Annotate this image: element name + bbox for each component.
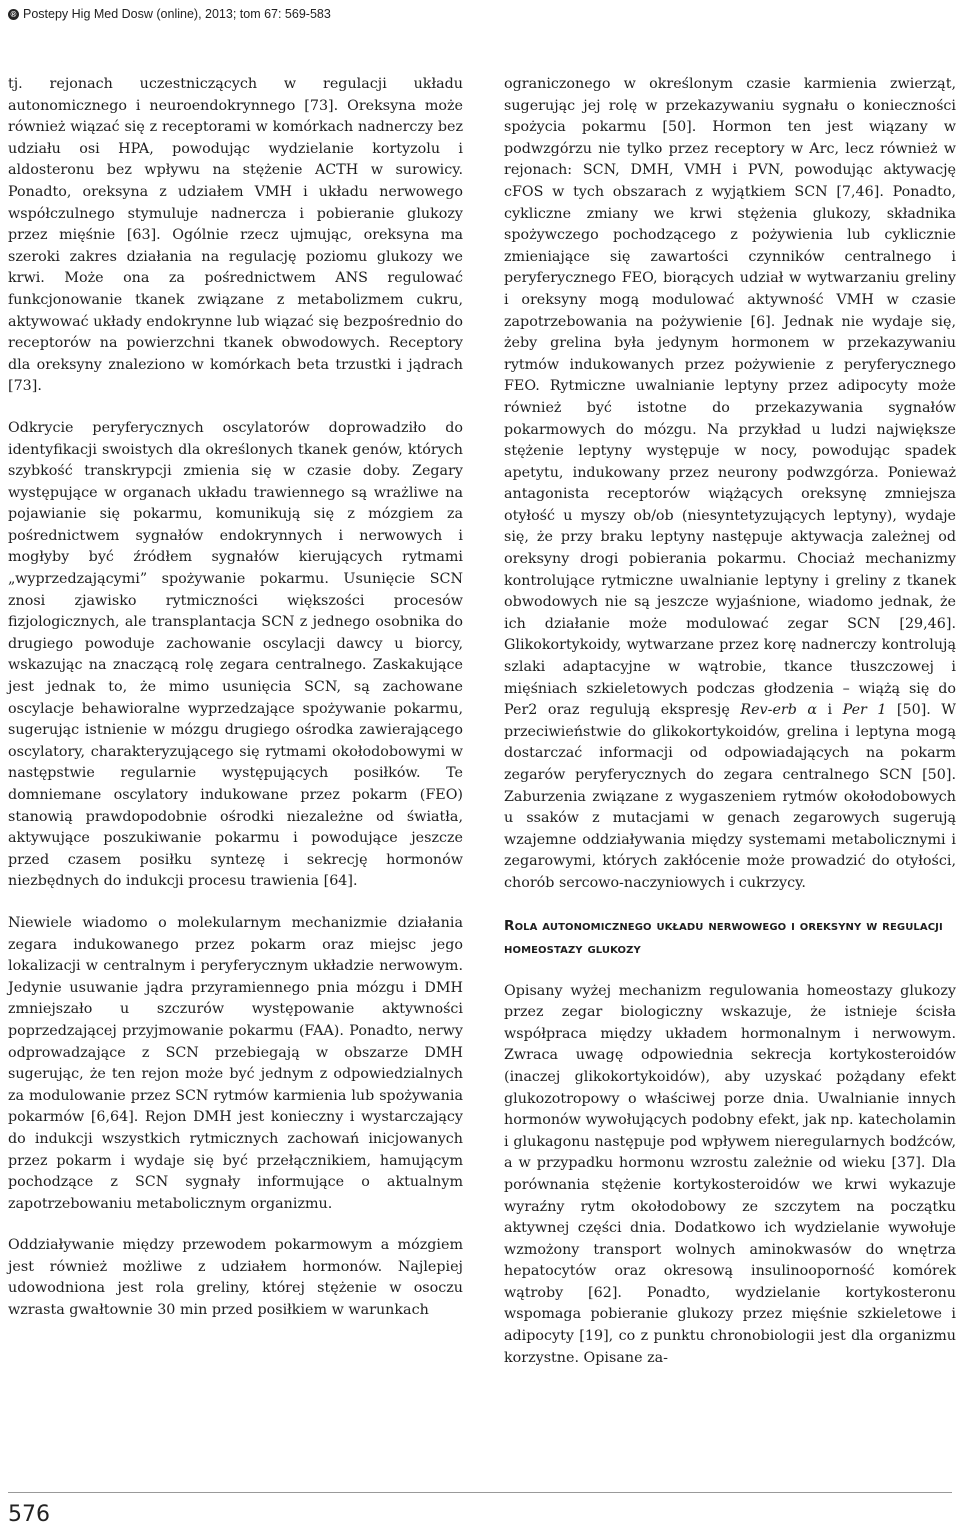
gene-name: Rev-erb α — [740, 702, 818, 719]
paragraph: Niewiele wiadomo o molekularnym mechanizmie działania zegara indukowanego przez pokarm oraz miejsc jego lokalizacji w centralnym i peryferycznym układzie nerwowym. Jedynie usuwanie jądra przyramiennego pnia mózgu i DMH zmniejszało u szczurów występowanie aktywności poprzedzającej przyjmowanie pokarmu (FAA). Ponadto, nerwy odprowadzające z SCN przebiegają w obszarze DMH sugerując, że ten rejon może być jednym z odpowiedzialnych za modulowanie przez SCN rytmów karmienia lub spożywania pokarmów [6,64]. Rejon DMH jest konieczny i wystarczający do indukcji wszystkich rytmicznych zachowań inicjowanych przez pokarm i wydaje się być przełącznikiem, hamującym pochodzące z SCN sygnały informujące o aktualnym zapotrzebowaniu metabolicznym organizmu. — [8, 914, 463, 1212]
left-column — [8, 74, 463, 1322]
registered-icon: ® — [8, 9, 19, 20]
paragraph: Odkrycie peryferycznych oscylatorów doprowadziło do identyfikacji swoistych dla określonych tkanek genów, których szybkość transkrypcji zmienia się w czasie doby. Zegary występujące w organach układu trawiennego są wrażliwe na pojawianie się pokarmu, komunikują się z mózgiem za pośrednictwem sygnałów endokrynnych i nerwowych i mogłyby być źródłem sygnałów kierujących rytmami „wyprzedzającymi” spożywanie pokarmu. Usunięcie SCN znosi zjawisko rytmiczności większości procesów fizjologicznych, ale transplantacja SCN z jednego osobnika do drugiego powoduje zachowanie oscylacji dawcy u biorcy, wskazując na znaczącą rolę zegara centralnego. Zaskakujące jest jednak to, że mimo usunięcia SCN, są zachowane oscylacje behawioralne wyprzedzające spożywanie pokarmu, sugerując istnienie w mózgu drugiego ośrodka zawierającego oscylatory, charakteryzującego się rytmami okołodobowymi w następstwie regularnie występujących posiłków. Te domniemane oscylatory indukowane przez pokarm (FEO) stanowią prawdopodobnie ośrodki niezależne od światła, aktywujące poszukiwanie pokarmu i powodujące jeszcze przed czasem posiłku syntezę i sekrecję hormonów niezbędnych do indukcji procesu trawienia [64]. — [8, 419, 463, 890]
paragraph: Opisany wyżej mechanizm regulowania homeostazy glukozy przez zegar biologiczny wskazuje, że istnieje ścisła współpraca między układem hormonalnym i nerwowym. Zwraca uwagę odpowiednia sekrecja kortykosteroidów (inaczej glikokortykoidów), aby uzyskać pożądany efekt glukozotropowy o właściwej porze dnia. Uwalnianie innych hormonów wywołujących podobny efekt, jak np. katecholamin i glukagonu następuje pod wpływem nieregularnych bodźców, a w przypadku hormonu wzrostu zależnie od wieku [37]. Dla porównania stężenie kortykosteroidów we krwi wykazuje wyraźny rytm okołodobowy ze szczytem na początku aktywnej części dnia. Dodatkowo ich wydzielanie wywołuje wzmożony transport wolnych aminokwasów do wnętrza hepatocytów oraz okresową insulinooporność komórek wątroby [62]. Ponadto, wydzielanie kortykosteronu wspomaga pobieranie glukozy przez mięśnie szkieletowe i adipocyty [19], co z punktu chronobiologii jest dla organizmu korzystne. Opisane za- — [504, 982, 956, 1366]
paragraph: tj. rejonach uczestniczących w regulacji układu autonomicznego i neuroendokrynnego [73]. Oreksyna może również wiązać się z receptorami w komórkach nadnerczy bez udziału osi HPA, powodując wydzielanie kortyzolu i aldosteronu bez wpływu na stężenie ACTH w surowicy. Ponadto, oreksyna z udziałem VMH i układu nerwowego współczulnego stymuluje nadnercza i pobieranie glukozy przez mięśnie [63]. Ogólnie rzecz ujmując, oreksyna ma szeroki zakres działania na regulację poziomu glukozy we krwi. Może ona za pośrednictwem ANS regulować funkcjonowanie tkanek związane z metabolizmem cukru, aktywować układy endokrynne lub wiązać się bezpośrednio do receptorów na powierzchni tkanek obwodowych. Receptory dla oreksyny znaleziono w komórkach beta trzustki i jądrach [73]. — [8, 76, 463, 395]
right-column — [504, 74, 956, 1369]
journal-citation: Postepy Hig Med Dosw (online), 2013; tom 67: 569-583 — [23, 7, 331, 21]
footer-divider — [8, 1492, 952, 1493]
text-run: ograniczonego w określonym czasie karmienia zwierząt, sugerując jej rolę w przekazywaniu sygnału o konieczności spożycia pokarmu [50]. Hormon ten jest wiązany w podwzgórzu nie tylko przez receptory w Arc, lecz również w rejonach: SCN, DMH, VMH i PVN, powodując aktywację cFOS w tych obszarach z wyjątkiem SCN [7,46]. Ponadto, cykliczne zmiany we krwi stężenia glukozy, składnika spożywczego pochodzącego z pożywienia lub cyklicznie zmieniające się zawartości czynników centralnego i peryferycznego FEO, biorących udział w wytwarzaniu greliny i oreksyny mogą modulować aktywność VMH w czasie zapotrzebowania na pożywienie [6]. Jednak nie wydaje się, żeby grelina była jedynym hormonem w przekazywaniu rytmów indukowanych przez pożywienie z peryferycznego FEO. Rytmiczne uwalnianie leptyny przez adipocyty może również być istotne do przekazywania sygnałów pokarmowych do mózgu. Na przykład u ludzi największe stężenie leptyny występuje w nocy, powodując spadek apetytu, indukowany przez neurony podwzgórza. Ponieważ antagonista receptorów wiążących oreksynę zmniejsza otyłość u myszy ob/ob (niesyntetyzujących leptyny), wydaje się, że przy braku leptyny następuje aktywacja zależnej od oreksyny drogi pobierania pokarmu. Chociaż mechanizmy kontrolujące rytmiczne uwalnianie leptyny i greliny z tkanek obwodowych nie są jeszcze wyjaśnione, wiadomo jednak, że ich działanie może modulować zegar SCN [29,46]. Glikokortykoidy, wytwarzane przez korę nadnerczy kontrolują szlaki adaptacyjne w wątrobie, tkance tłuszczowej i mięśniach szkieletowych podczas głodzenia – wiążą się do Per2 oraz regulują ekspresję — [504, 76, 956, 719]
paragraph: Oddziaływanie między przewodem pokarmowym a mózgiem jest również możliwe z udziałem hormonów. Najlepiej udowodniona jest rola greliny, której stężenie w osoczu wzrasta gwałtownie 30 min przed posiłkiem w warunkach — [8, 1237, 463, 1319]
text-run: [50]. W przeciwieństwie do glikokortykoidów, grelina i leptyna mogą dostarczać informacji od odpowiadających na pokarm zegarów peryferycznych do zegara centralnego SCN [50]. Zaburzenia związane z wygaszeniem rytmów okołodobowych u ssaków z mutacjami w genach zegarowych sugerują wzajemne oddziaływania między systemami metabolicznymi i zegarowymi, których zakłócenie może prowadzić do otyłości, chorób sercowo-naczyniowych i cukrzycy. — [504, 702, 957, 891]
text-run: i — [817, 702, 843, 719]
page-number: 576 — [8, 1502, 50, 1527]
running-header — [8, 0, 331, 28]
paragraph — [504, 74, 956, 895]
section-heading: Rola autonomicznego układu nerwowego i oreksyny w regulacji homeostazy glukozy — [504, 917, 943, 957]
gene-name: Per 1 — [842, 702, 887, 719]
